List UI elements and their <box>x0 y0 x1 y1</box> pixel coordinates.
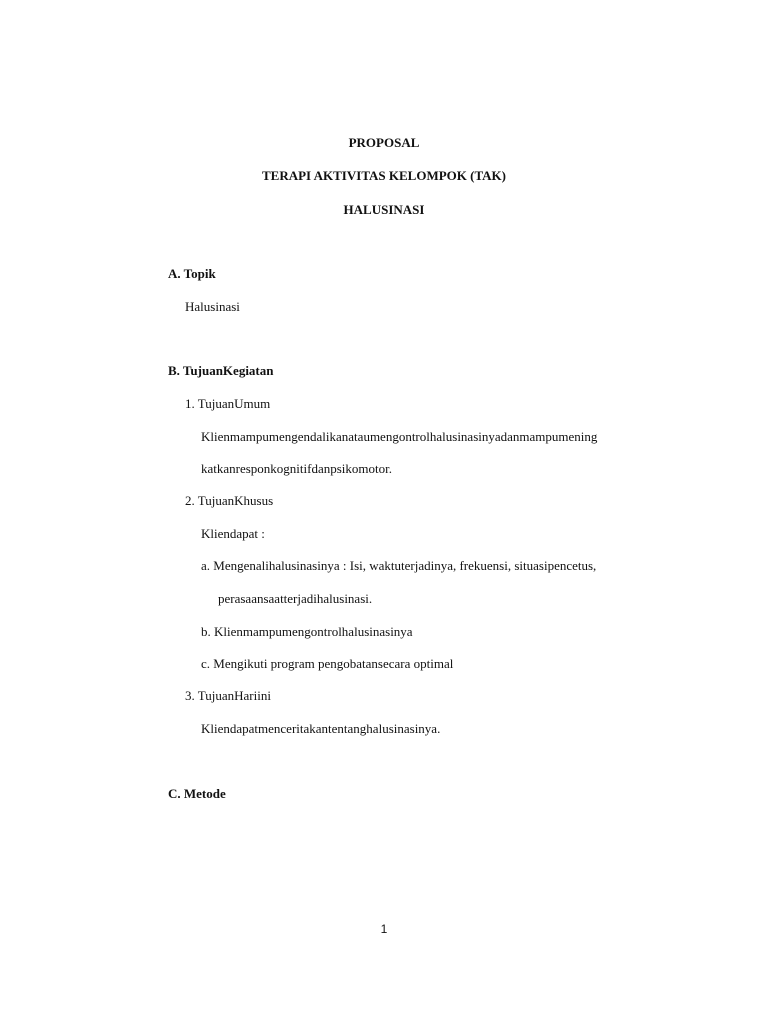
section-a-content: Halusinasi <box>185 299 240 314</box>
item2-label: 2. TujuanKhusus <box>185 493 274 508</box>
section-a-heading: A. Topik <box>168 266 216 281</box>
item1-text-line1: Klienmampumengendalikanataumengontrolhalusinasinyadanmampumening <box>201 429 598 444</box>
item3-label: 3. TujuanHariini <box>185 688 271 703</box>
page-number: 1 <box>380 922 388 936</box>
item1-text-line2: katkanresponkognitifdanpsikomotor. <box>201 461 393 476</box>
item2-sub-a-line1: a. Mengenalihalusinasinya : Isi, waktuterjadinya, frekuensi, situasipencetus, <box>201 558 597 573</box>
item1-label: 1. TujuanUmum <box>185 396 271 411</box>
title-tak: TERAPI AKTIVITAS KELOMPOK (TAK) <box>261 168 507 183</box>
item2-intro: Kliendapat : <box>201 526 265 541</box>
section-c-heading: C. Metode <box>168 786 226 801</box>
item2-sub-c: c. Mengikuti program pengobatansecara optimal <box>201 656 454 671</box>
item3-text: Kliendapatmenceritakantentanghalusinasinya. <box>201 721 441 736</box>
section-b-heading: B. TujuanKegiatan <box>168 363 274 378</box>
title-halusinasi: HALUSINASI <box>343 202 425 217</box>
item2-sub-a-line2: perasaansaatterjadihalusinasi. <box>218 591 373 606</box>
title-proposal: PROPOSAL <box>348 135 420 150</box>
item2-sub-b: b. Klienmampumengontrolhalusinasinya <box>201 624 413 639</box>
